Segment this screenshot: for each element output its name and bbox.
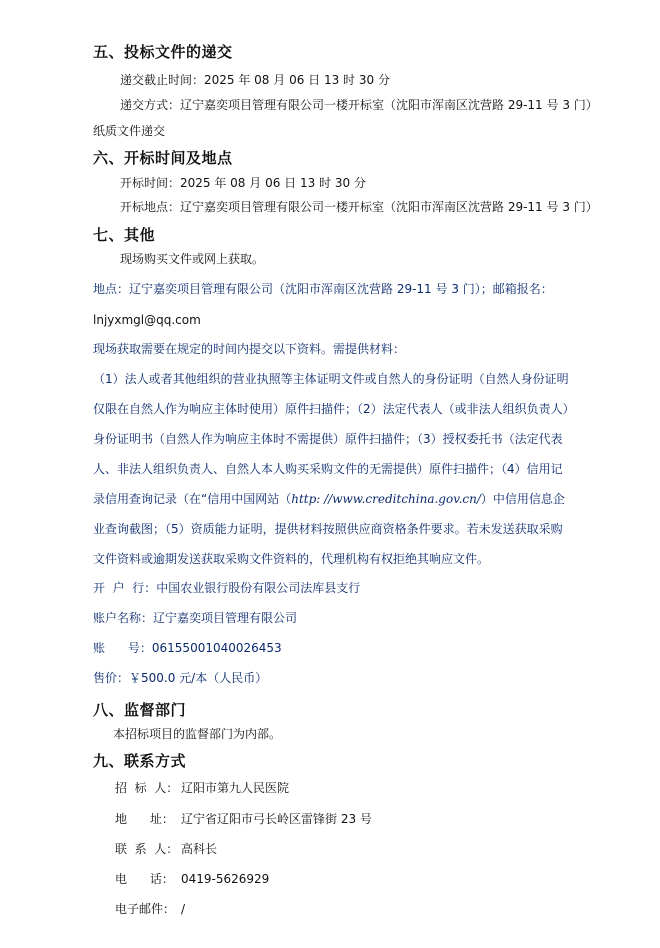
materials-line-5-end: ）中信用信息企 [480,492,565,506]
contact-tenderer-value: 辽阳市第九人民医院 [181,781,290,795]
bank-value: 中国农业银行股份有限公司法库县支行 [156,581,361,595]
bank-row [93,581,360,595]
section-7-heading: 七、其他 [93,226,156,244]
materials-line-5 [93,492,565,506]
contact-phone [115,872,269,886]
section-6-heading: 六、开标时间及地点 [93,149,233,167]
materials-line-7: 文件资料或逾期发送获取采购文件资料的，代理机构有权拒绝其响应文件。 [93,552,490,566]
opening-time: 开标时间：2025 年 08 月 06 日 13 时 30 分 [120,176,366,190]
opening-place: 开标地点：辽宁嘉奕项目管理有限公司一楼开标室（沈阳市浑南区沈营路 29-11 号 3 门） [120,200,598,214]
account-number-label: 账 号： [93,641,152,655]
contact-person-label: 联 系 人： [115,842,179,856]
materials-line-3: 身份证明书（自然人作为响应主体时不需提供）原件扫描件；（3）授权委托书（法定代表 [93,432,563,446]
location-line: 地点：辽宁嘉奕项目管理有限公司（沈阳市浑南区沈营路 29-11 号 3 门）；邮箱报名： [93,282,553,296]
contact-person [115,842,217,856]
contact-tenderer-label: 招 标 人： [115,781,179,795]
section-8-heading: 八、监督部门 [93,701,187,719]
materials-intro: 现场获取需要在规定的时间内提交以下资料。需提供材料： [93,342,406,356]
contact-address [115,812,372,826]
account-name-row [93,611,297,625]
creditchina-link[interactable]: http: //www.creditchina.gov.cn/ [291,492,481,506]
materials-line-5-start: 录信用查询记录（在“信用中国网站（ [93,492,292,506]
contact-address-label: 地 址： [115,812,174,826]
materials-line-4: 人、非法人组织负责人、自然人本人购买采购文件的无需提供）原件扫描件；（4）信用记 [93,462,563,476]
section-5-heading: 五、投标文件的递交 [93,43,233,61]
bank-label: 开 户 行： [93,581,157,595]
account-name-value: 辽宁嘉奕项目管理有限公司 [153,611,298,625]
contact-person-value: 高科长 [181,842,218,856]
section-9-heading: 九、联系方式 [93,752,187,770]
contact-address-value: 辽宁省辽阳市弓长岭区雷锋街 23 号 [181,812,372,826]
price-line: 售价：￥500.0 元/本（人民币） [93,671,268,685]
account-name-label: 账户名称： [93,611,154,625]
purchase-note: 现场购买文件或网上获取。 [120,252,265,266]
account-number-value: 06155001040026453 [151,641,282,655]
materials-line-2: 仅限在自然人作为响应主体时使用）原件扫描件；（2）法定代表人（或非法人组织负责人） [93,402,575,416]
materials-line-6: 业查询截图；（5）资质能力证明，提供材料按照供应商资格条件要求。若未发送获取采购 [93,522,563,536]
account-number-row [93,641,282,655]
contact-email [115,902,185,916]
contact-email-value: / [181,902,186,916]
submission-deadline: 递交截止时间：2025 年 08 月 06 日 13 时 30 分 [120,73,390,87]
submission-method-cont: 纸质文件递交 [93,124,166,138]
contact-email-label: 电子邮件： [115,902,176,916]
submission-method: 递交方式：辽宁嘉奕项目管理有限公司一楼开标室（沈阳市浑南区沈营路 29-11 号 3 门） [120,98,598,112]
materials-line-1: （1）法人或者其他组织的营业执照等主体证明文件或自然人的身份证明（自然人身份证明 [93,372,569,386]
contact-phone-label: 电 话： [115,872,174,886]
supervision-note: 本招标项目的监督部门为内部。 [113,727,282,741]
contact-tenderer [115,781,289,795]
contact-phone-value: 0419-5626929 [181,872,270,886]
email-address[interactable]: lnjyxmgl@qq.com [93,313,201,327]
